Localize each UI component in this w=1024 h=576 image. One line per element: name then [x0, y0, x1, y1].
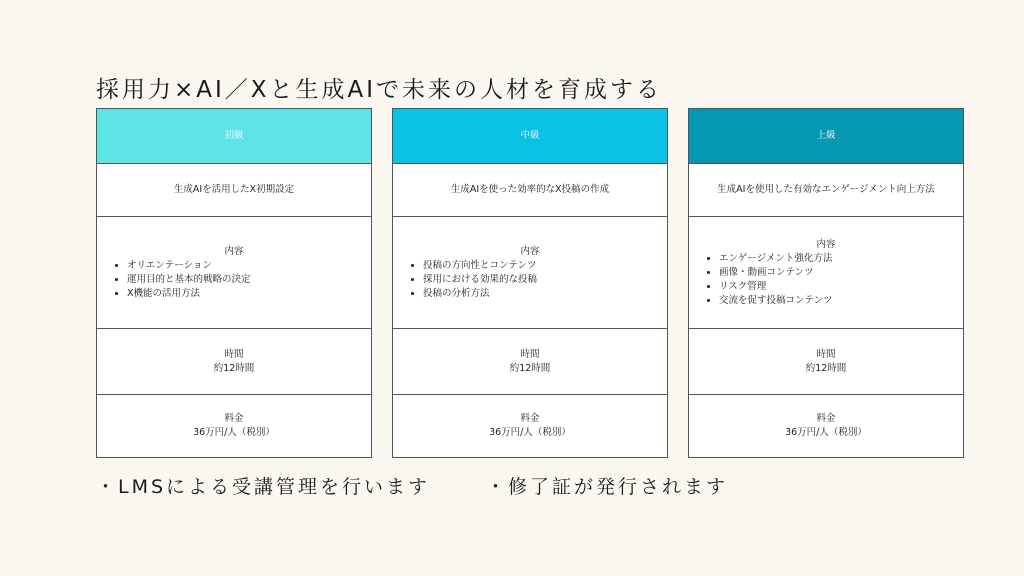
list-item: • X機能の活用方法: [127, 287, 359, 301]
list-item: • 投稿の分析方法: [423, 287, 655, 301]
list-item: • 採用における効果的な投稿: [423, 273, 655, 287]
course-card-advanced: [688, 108, 964, 458]
course-level-label: 上級: [816, 130, 836, 141]
course-level-header: [393, 109, 667, 163]
course-price: [393, 394, 667, 457]
course-content: [393, 216, 667, 328]
course-time: [689, 328, 963, 394]
course-topic: [97, 163, 371, 216]
course-card-intermediate: [392, 108, 668, 458]
course-price: [689, 394, 963, 457]
time-value: 約12時間: [509, 362, 551, 374]
course-level-header: [97, 109, 371, 163]
list-item: • オリエンテーション: [127, 259, 359, 273]
price-heading: 料金: [224, 413, 244, 424]
time-value: 約12時間: [805, 362, 847, 374]
page-title: 採用力×AI／Xと生成AIで未来の人材を育成する: [96, 77, 663, 104]
course-time: [97, 328, 371, 394]
list-item: • 画像・動画コンテンツ: [719, 266, 951, 280]
footer-note-certificate: ・修了証が発行されます: [486, 476, 729, 498]
course-topic-text: 生成AIを使用した有効なエンゲージメント向上方法: [717, 184, 935, 195]
price-value: 36万円/人（税別）: [489, 427, 571, 438]
list-item: • エンゲージメント強化方法: [719, 252, 951, 266]
course-topic-text: 生成AIを活用したX初期設定: [173, 184, 295, 195]
course-level-header: [689, 109, 963, 163]
course-time: [393, 328, 667, 394]
course-content: [689, 216, 963, 328]
content-list: [109, 259, 359, 301]
content-heading: 内容: [816, 238, 836, 250]
content-heading: 内容: [224, 245, 244, 257]
course-content: [97, 216, 371, 328]
time-value: 約12時間: [213, 362, 255, 374]
time-heading: 時間: [224, 348, 244, 360]
time-heading: 時間: [520, 348, 540, 360]
list-item: • リスク管理: [719, 280, 951, 294]
course-card-beginner: [96, 108, 372, 458]
footer-note-lms: ・LMSによる受講管理を行います: [96, 476, 431, 498]
course-price: [97, 394, 371, 457]
course-topic-text: 生成AIを使った効率的なX投稿の作成: [450, 184, 610, 195]
price-value: 36万円/人（税別）: [193, 427, 275, 438]
list-item: • 交流を促す投稿コンテンツ: [719, 294, 951, 308]
course-level-label: 初級: [224, 130, 244, 141]
course-topic: [689, 163, 963, 216]
course-topic: [393, 163, 667, 216]
price-heading: 料金: [816, 413, 836, 424]
course-level-label: 中級: [520, 130, 540, 141]
time-heading: 時間: [816, 348, 836, 360]
content-list: [701, 252, 951, 308]
list-item: • 投稿の方向性とコンテンツ: [423, 259, 655, 273]
list-item: • 運用目的と基本的戦略の決定: [127, 273, 359, 287]
price-value: 36万円/人（税別）: [785, 427, 867, 438]
content-list: [405, 259, 655, 301]
price-heading: 料金: [520, 413, 540, 424]
content-heading: 内容: [520, 245, 540, 257]
